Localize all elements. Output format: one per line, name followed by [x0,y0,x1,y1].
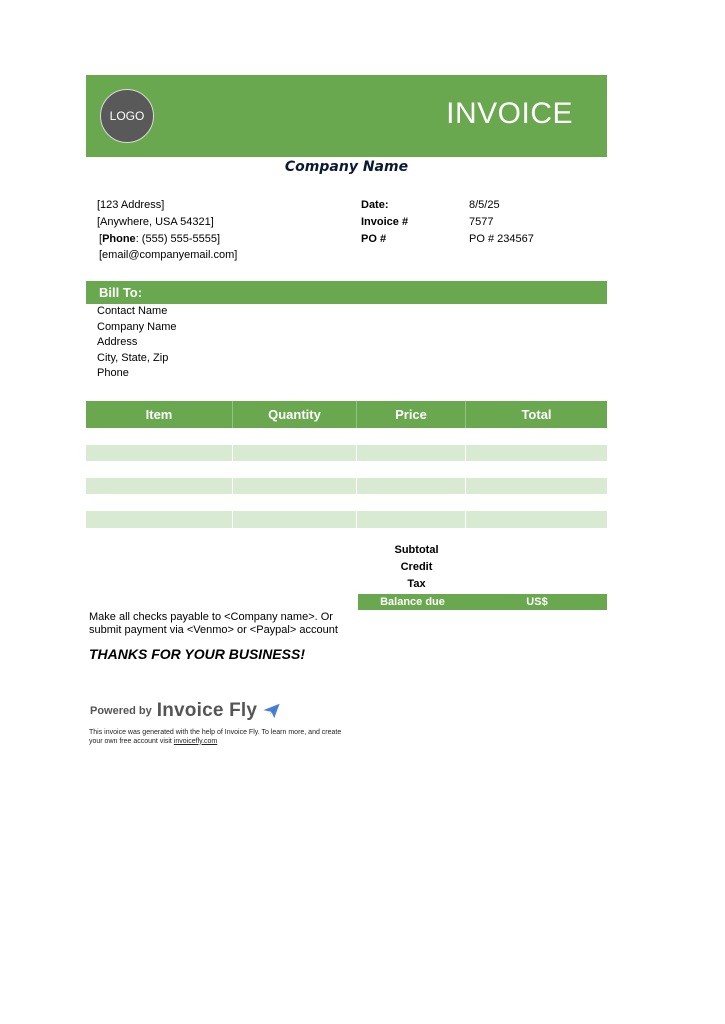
invoice-number-value: 7577 [469,215,494,228]
phone-value: : (555) 555-5555] [135,232,221,245]
bill-to-company: Company Name [97,320,177,333]
po-label: PO # [361,232,387,245]
quantity-cell [233,494,357,511]
address-line-1: [123 Address] [97,199,165,211]
column-header-item: Item [86,401,233,428]
po-value: PO # 234567 [469,232,534,245]
price-cell [357,428,466,445]
item-cell [86,478,233,495]
quantity-cell [233,428,357,445]
brand-name: Invoice Fly [156,700,258,721]
total-cell [466,478,607,495]
price-cell [357,511,466,528]
thank-you-message: THANKS FOR YOUR BUSINESS! [89,646,305,662]
phone-line [97,231,237,248]
price-cell [357,494,466,511]
invoice-meta-values [469,197,534,247]
item-cell [86,445,233,462]
paper-plane-icon [262,702,281,720]
invoicefly-link[interactable]: invoicefly.com [173,737,218,745]
payment-instructions: Make all checks payable to <Company name>. Or submit payment via <Venmo> or <Paypal> account [89,611,338,636]
total-cell [466,428,607,445]
items-table-header [86,401,607,428]
company-name: Company Name [284,159,409,175]
table-row [86,478,607,495]
column-header-price: Price [357,401,466,428]
item-cell [86,428,233,445]
total-cell [466,461,607,478]
table-row [86,511,607,528]
bill-to-phone: Phone [97,367,129,379]
powered-by-branding [90,700,281,722]
balance-due-row [358,594,607,610]
quantity-cell [233,478,357,495]
table-row [86,445,607,462]
subtotal-label: Subtotal [394,544,439,556]
company-address [97,197,237,264]
column-header-quantity: Quantity [233,401,357,428]
table-row [86,461,607,478]
bill-to-details [97,304,176,382]
balance-due-label: Balance due [380,596,445,608]
quantity-cell [233,461,357,478]
powered-by-label: Powered by [90,705,152,717]
phone-bracket: [ [99,232,103,245]
invoice-meta-labels [361,197,408,247]
price-cell [357,478,466,495]
table-row [86,494,607,511]
bill-to-address: Address [97,336,138,348]
column-header-total: Total [521,407,552,422]
quantity-cell [233,511,357,528]
fine-print-text: This invoice was generated with the help of Invoice Fly. To learn more, and create your own free account visit [89,729,342,745]
total-cell [466,445,607,462]
total-cell [466,511,607,528]
date-label: Date: [361,199,389,211]
price-cell [357,461,466,478]
logo-placeholder: LOGO [100,89,154,143]
date-value: 8/5/25 [469,199,500,211]
total-cell [466,494,607,511]
fine-print [89,729,349,746]
address-line-2: [Anywhere, USA 54321] [97,215,214,228]
balance-due-value: US$ [526,596,548,608]
totals-labels [358,542,475,593]
email-line: [email@companyemail.com] [99,249,238,262]
quantity-cell [233,445,357,462]
tax-label: Tax [407,578,426,590]
bill-to-city: City, State, Zip [97,351,169,364]
phone-label: Phone [102,232,136,245]
credit-label: Credit [400,561,433,573]
item-cell [86,461,233,478]
item-cell [86,511,233,528]
price-cell [357,445,466,462]
item-cell [86,494,233,511]
bill-to-heading: Bill To: [86,281,607,304]
bill-to-contact: Contact Name [97,305,168,317]
header-band [86,75,607,157]
table-row [86,428,607,445]
items-table [86,401,607,528]
invoice-title: INVOICE [446,97,573,130]
invoice-number-label: Invoice # [361,215,409,228]
